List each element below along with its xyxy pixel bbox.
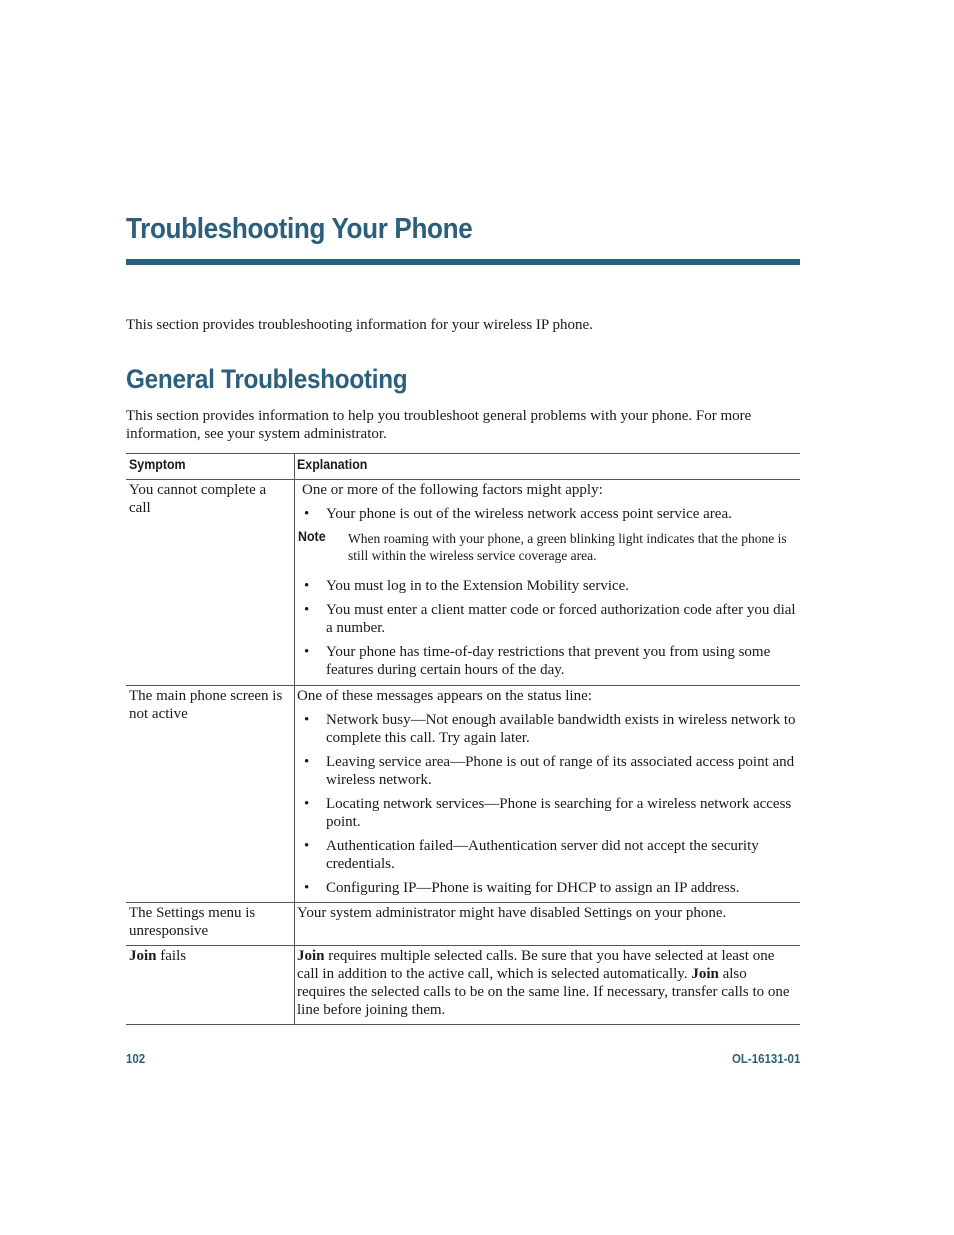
table-column-divider [294, 453, 295, 1025]
section-heading: General Troubleshooting [126, 364, 408, 394]
note-text: When roaming with your phone, a green blinking light indicates that the phone is still within the wireless service coverage area. [348, 531, 787, 563]
title-rule [126, 259, 800, 265]
troubleshooting-table [126, 453, 800, 1025]
row2-bullets [297, 711, 797, 903]
row4-symptom-rest: fails [156, 948, 187, 964]
row2-symptom: The main phone screen is not active [129, 688, 283, 722]
list-item: • Configuring IP—Phone is waiting for DHCP to assign an IP address. [297, 879, 797, 897]
row4-exp-text2: also requires the selected calls to be on the same line. If necessary, transfer calls to one line before joining them. [297, 966, 790, 1018]
list-item: • Your phone is out of the wireless network access point service area. [297, 505, 797, 523]
table-rule-row3 [126, 945, 800, 946]
row4-symptom [129, 947, 289, 965]
page-number: 102 [126, 1052, 146, 1066]
table-rule-bottom [126, 1024, 800, 1025]
list-item: • Locating network services—Phone is searching for a wireless network access point. [297, 795, 797, 831]
table-rule-top [126, 453, 800, 454]
row1-lead: One or more of the following factors might apply: [302, 482, 603, 498]
row4-exp-bold1: Join [297, 948, 325, 964]
table-rule-header [126, 479, 800, 480]
table-rule-row1 [126, 685, 800, 686]
row3-explanation: Your system administrator might have disabled Settings on your phone. [297, 905, 727, 921]
row1-bullets-b [297, 577, 797, 685]
list-item: • Network busy—Not enough available bandwidth exists in wireless network to complete this call. Try again later. [297, 711, 797, 747]
row2-lead: One of these messages appears on the status line: [297, 688, 592, 704]
note-label: Note [298, 529, 326, 544]
list-item: • Leaving service area—Phone is out of range of its associated access point and wireless network. [297, 753, 797, 789]
row3-symptom: The Settings menu is unresponsive [129, 905, 256, 939]
header-symptom: Symptom [129, 457, 186, 472]
list-item: • You must log in to the Extension Mobility service. [297, 577, 797, 595]
list-item: • Your phone has time-of-day restrictions that prevent you from using some features during certain hours of the day. [297, 643, 797, 679]
list-item: • Authentication failed—Authentication server did not accept the security credentials. [297, 837, 797, 873]
section-paragraph: This section provides information to help you troubleshoot general problems with your phone. For more information, see your system administrator. [126, 408, 752, 442]
row4-exp-bold2: Join [691, 966, 719, 982]
row1-bullets-a [297, 505, 797, 529]
intro-paragraph: This section provides troubleshooting information for your wireless IP phone. [126, 317, 593, 333]
list-item: • You must enter a client matter code or forced authorization code after you dial a number. [297, 601, 797, 637]
row4-symptom-bold: Join [129, 948, 157, 964]
page-title: Troubleshooting Your Phone [126, 213, 473, 245]
row4-exp-text1: requires multiple selected calls. Be sure that you have selected at least one call in addition to the active call, which is selected automatically. [297, 948, 775, 982]
doc-id: OL-16131-01 [731, 1052, 800, 1066]
row1-symptom: You cannot complete a call [129, 482, 267, 516]
row4-explanation [297, 947, 797, 1019]
header-explanation: Explanation [297, 457, 368, 472]
